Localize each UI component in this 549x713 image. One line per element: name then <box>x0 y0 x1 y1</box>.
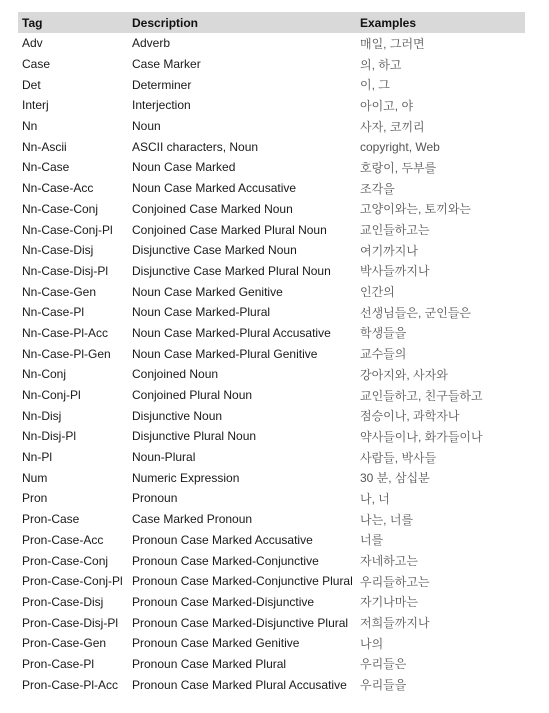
description-cell: Pronoun Case Marked Plural Accusative <box>132 677 347 692</box>
header-description: Description <box>132 15 199 30</box>
table-row <box>18 447 525 468</box>
tag-cell: Nn-Ascii <box>22 139 67 154</box>
examples-cell: 나는, 너를 <box>360 512 414 527</box>
tag-cell: Nn-Disj-Pl <box>22 429 76 444</box>
table-row <box>18 509 525 530</box>
description-cell: Disjunctive Case Marked Noun <box>132 243 297 258</box>
tag-cell: Adv <box>22 36 43 51</box>
description-cell: Case Marked Pronoun <box>132 512 253 527</box>
examples-cell: 의, 하고 <box>360 57 402 72</box>
examples-cell: 우리들을 <box>360 678 407 693</box>
table-row <box>18 261 525 282</box>
examples-cell: 우리들은 <box>360 657 407 672</box>
description-cell: Noun Case Marked-Plural <box>132 305 271 320</box>
examples-cell: 약사들이나, 화가들이나 <box>360 429 483 444</box>
table-row <box>18 674 525 695</box>
description-cell: Disjunctive Case Marked Plural Noun <box>132 263 331 278</box>
examples-cell: 너를 <box>360 533 384 548</box>
table-row <box>18 74 525 95</box>
table-row <box>18 592 525 613</box>
description-cell: Pronoun Case Marked-Disjunctive <box>132 594 315 609</box>
examples-cell: 박사들까지나 <box>360 264 430 279</box>
examples-cell: 인간의 <box>360 285 395 300</box>
description-cell: Noun-Plural <box>132 450 196 465</box>
table-row <box>18 33 525 54</box>
table-row <box>18 323 525 344</box>
examples-cell: 사자, 코끼리 <box>360 119 425 134</box>
table-row <box>18 178 525 199</box>
tag-cell: Pron-Case-Conj <box>22 553 109 568</box>
examples-cell: 사람들, 박사들 <box>360 450 437 465</box>
tag-cell: Pron-Case-Conj-Pl <box>22 574 123 589</box>
tag-cell: Pron-Case-Gen <box>22 636 107 651</box>
description-cell: Disjunctive Noun <box>132 408 223 423</box>
tag-cell: Nn-Disj <box>22 408 62 423</box>
tag-cell: Nn-Case <box>22 160 70 175</box>
description-cell: Noun Case Marked-Plural Genitive <box>132 346 318 361</box>
table-row <box>18 54 525 75</box>
description-cell: Adverb <box>132 36 171 51</box>
table-row <box>18 633 525 654</box>
table-row <box>18 571 525 592</box>
table-row <box>18 302 525 323</box>
tag-cell: Pron-Case <box>22 512 80 527</box>
table-row <box>18 654 525 675</box>
table-row <box>18 157 525 178</box>
examples-cell: 30 분, 삼십분 <box>360 471 430 486</box>
description-cell: Pronoun Case Marked Plural <box>132 656 287 671</box>
table-row <box>18 488 525 509</box>
description-cell: ASCII characters, Noun <box>132 139 259 154</box>
description-cell: Noun Case Marked Accusative <box>132 181 297 196</box>
tag-cell: Nn-Case-Disj <box>22 243 94 258</box>
examples-cell: 나, 너 <box>360 491 390 506</box>
examples-cell: 교인들하고, 친구들하고 <box>360 388 483 403</box>
tag-table <box>18 12 525 695</box>
description-cell: Conjoined Plural Noun <box>132 388 253 403</box>
description-cell: Pronoun Case Marked Accusative <box>132 532 313 547</box>
table-row <box>18 364 525 385</box>
examples-cell: copyright, Web <box>360 139 440 154</box>
description-cell: Conjoined Case Marked Plural Noun <box>132 222 327 237</box>
table-row <box>18 405 525 426</box>
tag-cell: Nn-Pl <box>22 450 53 465</box>
examples-cell: 호랑이, 두부를 <box>360 160 437 175</box>
tag-cell: Nn-Case-Disj-Pl <box>22 263 109 278</box>
table-row <box>18 240 525 261</box>
tag-cell: Pron-Case-Disj <box>22 594 104 609</box>
table-row <box>18 116 525 137</box>
tag-cell: Pron-Case-Pl <box>22 656 95 671</box>
examples-cell: 조각을 <box>360 181 395 196</box>
examples-cell: 교수들의 <box>360 347 407 362</box>
examples-cell: 학생들을 <box>360 326 407 341</box>
tag-cell: Nn-Case-Pl <box>22 305 85 320</box>
table-row <box>18 136 525 157</box>
table-row <box>18 219 525 240</box>
table-body <box>18 33 525 695</box>
description-cell: Noun <box>132 119 161 134</box>
tag-cell: Nn-Case-Pl-Gen <box>22 346 111 361</box>
table-row <box>18 467 525 488</box>
description-cell: Disjunctive Plural Noun <box>132 429 257 444</box>
description-cell: Determiner <box>132 77 192 92</box>
description-cell: Pronoun Case Marked-Disjunctive Plural <box>132 615 349 630</box>
examples-cell: 우리들하고는 <box>360 574 430 589</box>
description-cell: Pronoun <box>132 491 178 506</box>
table-row <box>18 385 525 406</box>
tag-cell: Nn-Case-Conj-Pl <box>22 222 113 237</box>
table-row <box>18 95 525 116</box>
examples-cell: 교인들하고는 <box>360 223 430 238</box>
examples-cell: 저희들까지나 <box>360 616 430 631</box>
description-cell: Case Marker <box>132 57 201 72</box>
tag-cell: Num <box>22 470 48 485</box>
examples-cell: 이, 그 <box>360 78 390 93</box>
description-cell: Noun Case Marked <box>132 160 236 175</box>
tag-cell: Nn-Case-Acc <box>22 181 94 196</box>
examples-cell: 고양이와는, 토끼와는 <box>360 202 471 217</box>
tag-cell: Nn-Case-Conj <box>22 201 99 216</box>
tag-cell: Det <box>22 77 41 92</box>
examples-cell: 나의 <box>360 636 384 651</box>
table-header-row <box>18 12 525 33</box>
examples-cell: 아이고, 야 <box>360 98 414 113</box>
tag-cell: Nn <box>22 119 38 134</box>
tag-cell: Interj <box>22 98 49 113</box>
tag-cell: Case <box>22 57 51 72</box>
table-row <box>18 612 525 633</box>
tag-cell: Pron-Case-Disj-Pl <box>22 615 119 630</box>
tag-cell: Pron-Case-Pl-Acc <box>22 677 119 692</box>
tag-cell: Nn-Conj-Pl <box>22 388 81 403</box>
tag-cell: Nn-Case-Pl-Acc <box>22 325 109 340</box>
description-cell: Noun Case Marked Genitive <box>132 284 283 299</box>
examples-cell: 매일, 그러면 <box>360 36 425 51</box>
tag-cell: Pron <box>22 491 48 506</box>
table-row <box>18 530 525 551</box>
table-row <box>18 281 525 302</box>
description-cell: Conjoined Noun <box>132 367 219 382</box>
description-cell: Interjection <box>132 98 191 113</box>
examples-cell: 점승이나, 과학자나 <box>360 409 460 424</box>
examples-cell: 강아지와, 사자와 <box>360 367 448 382</box>
examples-cell: 선생님들은, 군인들은 <box>360 305 471 320</box>
description-cell: Numeric Expression <box>132 470 240 485</box>
description-cell: Conjoined Case Marked Noun <box>132 201 293 216</box>
description-cell: Noun Case Marked-Plural Accusative <box>132 325 331 340</box>
description-cell: Pronoun Case Marked Genitive <box>132 636 300 651</box>
tag-cell: Nn-Conj <box>22 367 67 382</box>
table-row <box>18 426 525 447</box>
description-cell: Pronoun Case Marked-Conjunctive Plural <box>132 574 353 589</box>
table-row <box>18 550 525 571</box>
table-row <box>18 199 525 220</box>
examples-cell: 여기까지나 <box>360 243 418 258</box>
tag-cell: Nn-Case-Gen <box>22 284 97 299</box>
table-row <box>18 343 525 364</box>
examples-cell: 자기나마는 <box>360 595 418 610</box>
description-cell: Pronoun Case Marked-Conjunctive <box>132 553 319 568</box>
tag-cell: Pron-Case-Acc <box>22 532 104 547</box>
header-examples: Examples <box>360 15 417 30</box>
examples-cell: 자네하고는 <box>360 554 418 569</box>
header-tag: Tag <box>22 15 43 30</box>
